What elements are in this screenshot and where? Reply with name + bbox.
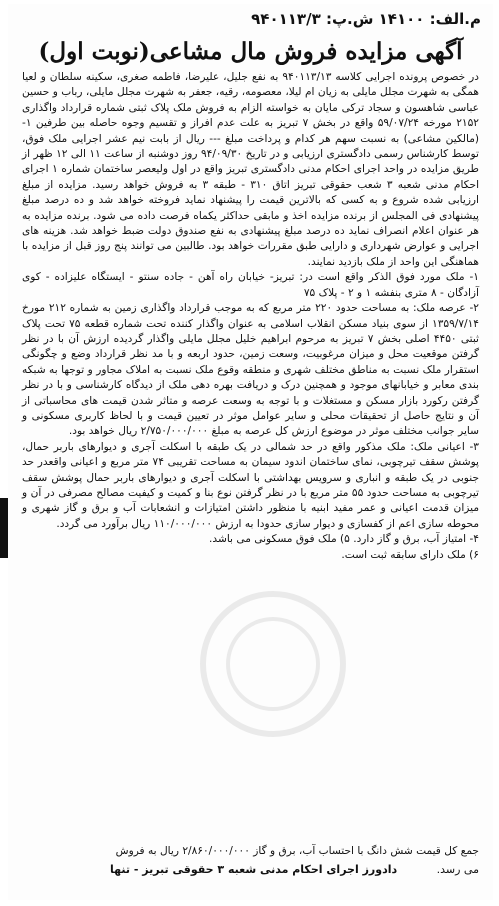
body-paragraph-land: ۲- عرصه ملک: به مساحت حدود ۲۲۰ متر مربع که به موجب قرارداد واگذاری زمین به شماره ۲۱۲ مورخ ۱۳۵۹/۷/۱۴ از سوی بنیاد مسکن انقلاب اسلامی به عنوان واگذار کننده تحت شماره قطعه ۷۵ تحت پلاک ثبتی ۴۴۵۰ اصلی بخش ۷ تبریز به مرحوم ابراهیم خلیل مجلل مایلی واگذار گردیده ارزش آن با در نظر گرفتن موقعیت محل و میزان مرغوبیت، وسعت زمین، حدود اربعه و با مد نظر قرارداد وضع و چگونگی استقرار ملک نسبت به مناطق مختلف شهری و منطقه وقوع ملک نسبت به املاک مجاور و توجها به شبکه بندی معابر و خیابانهای موجود و همچنین درک و دریافت بهره دهی ملک از دیدگاه کارشناسی و با در نظر گرفتن رکورد بازار مسکن و مستغلات و با توجه به وسعت عرصه و متاثر شدن قیمت های محاسباتی از آن و نتایج حاصل از تحقیقات محلی و سایر عوامل موثر در تعیین قیمت و با لحاظ کاربری مسکونی و سایر جوانب مختلف موثر در موضوع ارزش کل عرصه به مبلغ ۲/۷۵۰/۰۰۰/۰۰۰ ریال خواهد بود. — [22, 302, 480, 438]
body-paragraph-utilities: ۴- امتیاز آب، برق و گاز دارد. ۵) ملک فوق مسکونی می باشد. — [209, 533, 479, 546]
body-paragraph-intro: در خصوص پرونده اجرایی کلاسه ۹۴۰۱۱۳/۱۳ به نفع جلیل، علیرضا، فاطمه صغری، سکینه سلطان و لعیا همگی به شهرت مجلل مایلی به زیان ام لیلا، معصومه، رقیه، جعفر به شهرت مجلل مایلی، رباب و حسین عباسی شاهسون و سجاد ترکی مایان به خواسته الزام به فروش ملک پلاک ثبتی شماره قرارداد واگذاری ۲۱۵۲ مورخه ۵۹/۰۷/۲۴ واقع در بخش ۷ تبریز به علت عدم افراز و تقسیم وجوه حاصله بین طرفین ۱- (مالکین مشاعی) به نسبت سهم هر کدام و پرداخت مبلغ --- ریال از بابت نیم عشر اجرایی ملک فوق، توسط کارشناس رسمی دادگستری ارزیابی و در تاریخ ۹۴/۰۹/۳۰ روز دوشنبه از ساعت ۱۱ الی ۱۲ ظهر از طریق مزایده در واحد اجرای احکام مدنی دادگستری تبریز واقع در اول ولیعصر ساختمان شماره ۱ اجرای احکام مدنی شعبه ۳ شعب حقوقی تبریز اتاق ۳۱۰ - طبقه ۳ به فروش خواهد رسید. مزایده از مبلغ ارزیابی شده شروع و به کسی که بالاترین قیمت را پیشنهاد نماید فروخته خواهد شد و ده درصد مبلغ پیشنهادی فی المجلس از برنده مزایده اخذ و مابقی حداکثر یکماه فرصت داده می شود. برنده مزایده به هر عنوان اعلام انصراف نماید ده درصد مبلغ پیشنهادی به نفع صندوق دولت ضبط خواهد شد. هزینه های اجرایی و عوارض شهرداری و دارایی طبق مقررات خواهد بود. طالبین می توانند پنج روز قبل از مزایده با هماهنگی این واحد از ملک بازدید نمایند. — [22, 71, 480, 268]
signature-line — [22, 862, 479, 877]
sign-prefix: می رسد. — [436, 863, 479, 876]
signature: دادورز اجرای احکام مدنی شعبه ۳ حقوقی تبریز - تنها — [110, 863, 398, 876]
reference-number: م.الف: ۱۴۱۰۰ ش.پ: ۹۴۰۱۱۳/۳ — [251, 10, 481, 28]
margin-bar — [0, 498, 8, 558]
notice-body — [22, 70, 479, 830]
body-paragraph-registration: ۶) ملک دارای سابقه ثبت است. — [341, 548, 479, 561]
body-paragraph-building: ۳- اعیانی ملک: ملک مذکور واقع در حد شمالی در یک طبقه با اسکلت آجری و دیوارهای باربر حمال، پوشش سقف تیرچوبی، نمای ساختمان اندود سیمان به مساحت تقریبی ۷۴ متر مربع و اعیانی واقعدر حد جنوبی در یک طبقه و انباری و سرویس بهداشتی با اسکلت آجری و دیوارهای باربر حمال پوشش سقف تیرچوبی به مساحت حدود ۵۵ متر مربع با در نظر گرفتن نوع بنا و کمیت و کیفیت مصالح مصرفی در آن و میزان قدمت اعیانی و عمر مفید ابنیه با منظور داشتن امتیازات و انشعابات آب و برق و گاز شهری و محوطه سازی اعم از کفسازی و دیوار سازی حدودا به ارزش ۱۱۰/۰۰۰/۰۰۰ ریال برآورد می گردد. — [22, 440, 480, 530]
notice-title: آگهی مزایده فروش مال مشاعی(نوبت اول) — [38, 38, 463, 65]
total-price: جمع کل قیمت شش دانگ با احتساب آب، برق و گاز ۲/۸۶۰/۰۰۰/۰۰۰ ریال به فروش — [115, 845, 479, 857]
newspaper-notice — [8, 4, 493, 900]
body-paragraph-location: ۱- ملک مورد فوق الذکر واقع است در: تبریز- خیابان راه آهن - جاده سنتو - ایستگاه علیزاده - کوی آزادگان - ۸ متری بنفشه ۱ و ۲ - پلاک ۷۵ — [22, 271, 479, 299]
